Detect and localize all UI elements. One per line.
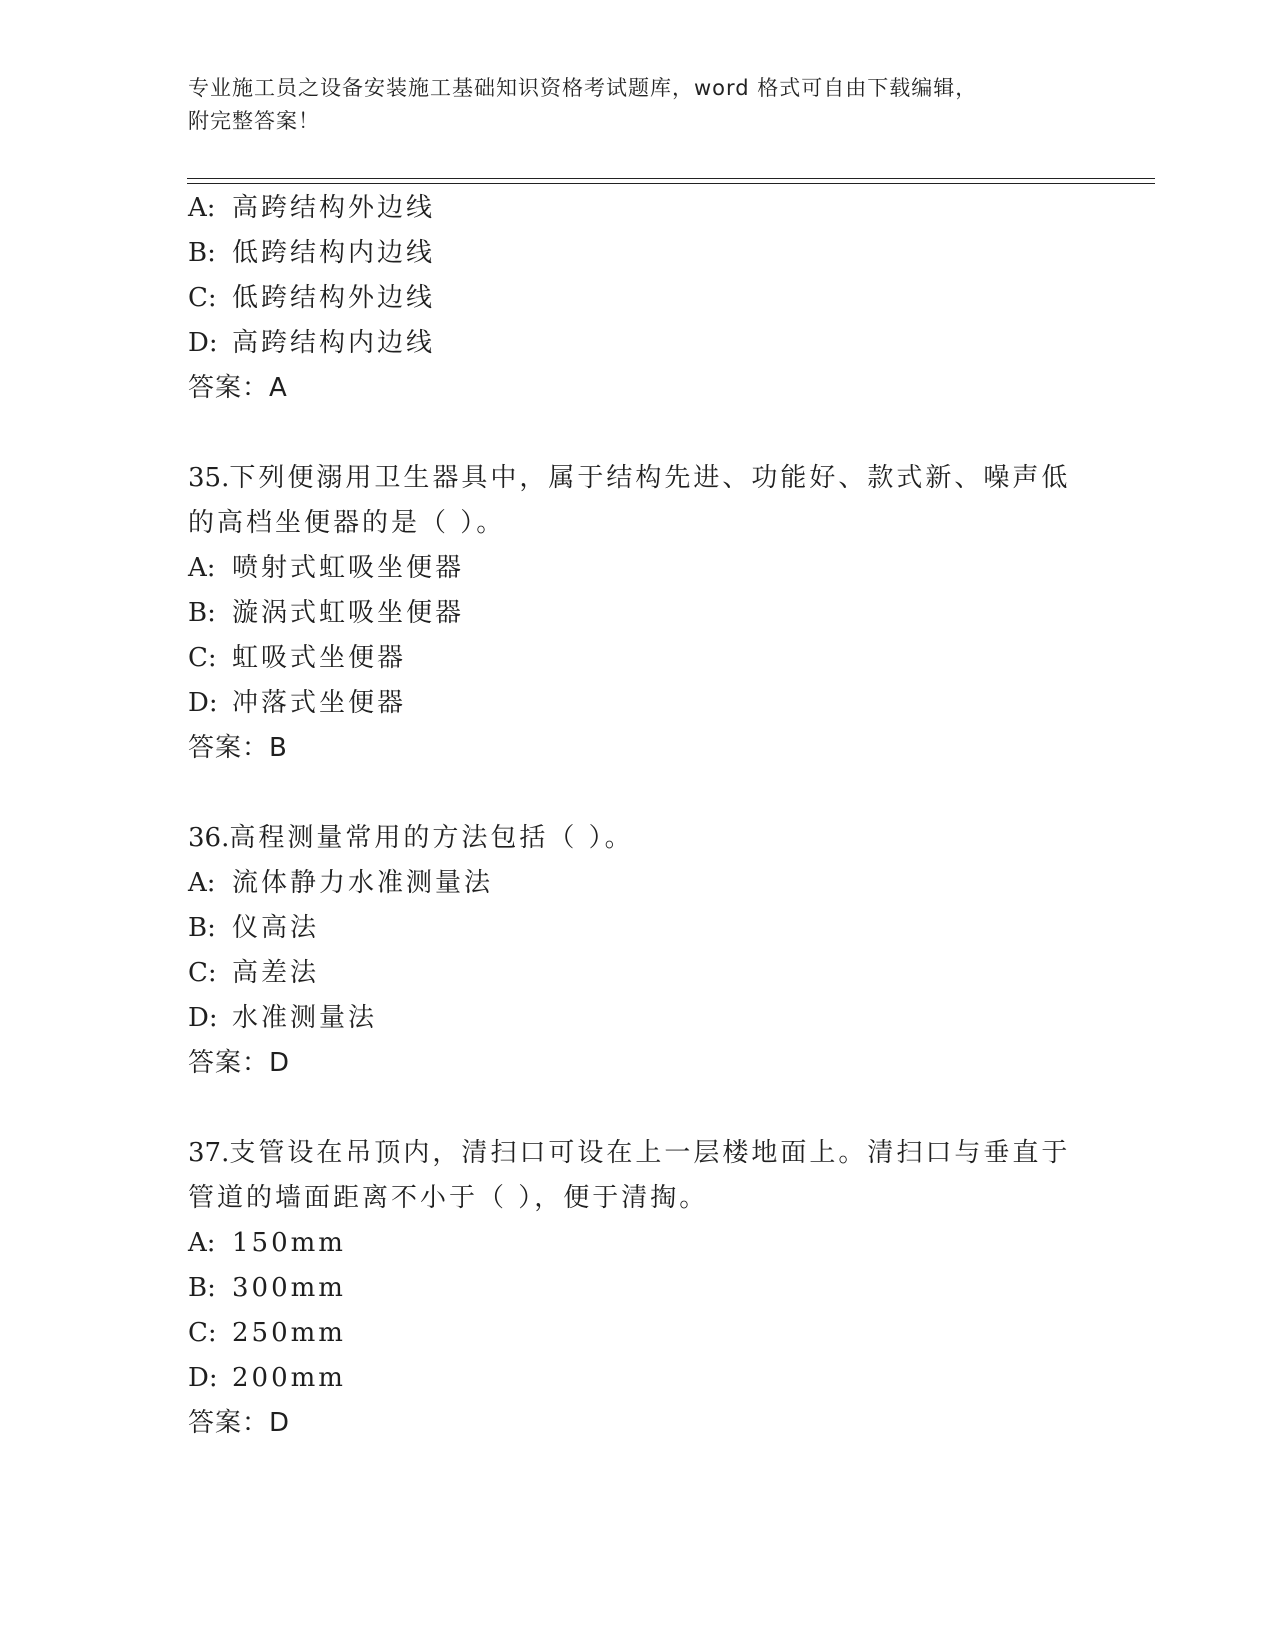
option-text: 冲落式坐便器 [232,688,407,718]
option-text: 150mm [232,1228,346,1258]
q35-answer: 答案：B [188,733,288,763]
q34-option-a [188,191,435,225]
option-key: A: [188,553,216,583]
option-key: A: [188,868,216,898]
option-key: B: [188,238,216,268]
option-key: B: [188,598,216,628]
option-text: 300mm [232,1273,346,1303]
q37-option-a [188,1226,346,1260]
option-key: D: [188,688,218,718]
q37-option-c [188,1316,346,1350]
question-text: 高程测量常用的方法包括（ ）。 [229,823,634,853]
option-text: 喷射式虹吸坐便器 [232,553,465,583]
option-text: 低跨结构外边线 [232,283,436,313]
question-text: 支管设在吊顶内，清扫口可设在上一层楼地面上。清扫口与垂直于 [229,1138,1071,1168]
option-text: 250mm [232,1318,346,1348]
option-text: 漩涡式虹吸坐便器 [232,598,465,628]
q35-stem-line-2: 的高档坐便器的是（ ）。 [188,508,506,538]
document-header [188,72,1088,138]
q34-option-d [188,326,435,360]
q36-option-a [188,866,493,900]
q34-option-b [188,236,435,270]
header-divider-top [187,178,1155,179]
header-line-2: 附完整答案！ [188,109,320,133]
q35-option-a [188,551,464,585]
option-text: 高跨结构内边线 [232,328,436,358]
option-text: 高差法 [232,958,320,988]
option-text: 流体静力水准测量法 [232,868,494,898]
q37-option-d [188,1361,346,1395]
q34-option-c [188,281,435,315]
q36-answer: 答案：D [188,1048,291,1078]
option-key: D: [188,1003,218,1033]
option-key: C: [188,1318,217,1348]
header-divider-bottom [187,183,1155,184]
question-text: 下列便溺用卫生器具中，属于结构先进、功能好、款式新、噪声低 [229,463,1071,493]
q35-stem-line-1 [188,461,1070,495]
q37-stem-line-1 [188,1136,1070,1170]
q36-option-d [188,1001,377,1035]
header-line-1: 专业施工员之设备安装施工基础知识资格考试题库，word 格式可自由下载编辑， [188,76,978,100]
option-text: 水准测量法 [232,1003,378,1033]
option-text: 仪高法 [232,913,320,943]
q35-option-c [188,641,406,675]
option-key: A: [188,1228,216,1258]
q37-option-b [188,1271,346,1305]
option-key: B: [188,913,216,943]
option-key: D: [188,328,218,358]
question-number: 37. [188,1138,230,1168]
q36-stem-line-1 [188,821,634,855]
option-key: A: [188,193,216,223]
option-key: B: [188,1273,216,1303]
q37-stem-line-2: 管道的墙面距离不小于（ ），便于清掏。 [188,1183,709,1213]
option-text: 低跨结构内边线 [232,238,436,268]
question-number: 35. [188,463,230,493]
option-key: C: [188,958,217,988]
option-key: D: [188,1363,218,1393]
q35-option-b [188,596,464,630]
option-key: C: [188,283,217,313]
option-text: 高跨结构外边线 [232,193,436,223]
q37-answer: 答案：D [188,1408,291,1438]
question-number: 36. [188,823,230,853]
q34-answer: 答案：A [188,373,288,403]
q35-option-d [188,686,406,720]
option-text: 200mm [232,1363,346,1393]
q36-option-b [188,911,319,945]
q36-option-c [188,956,319,990]
option-text: 虹吸式坐便器 [232,643,407,673]
option-key: C: [188,643,217,673]
